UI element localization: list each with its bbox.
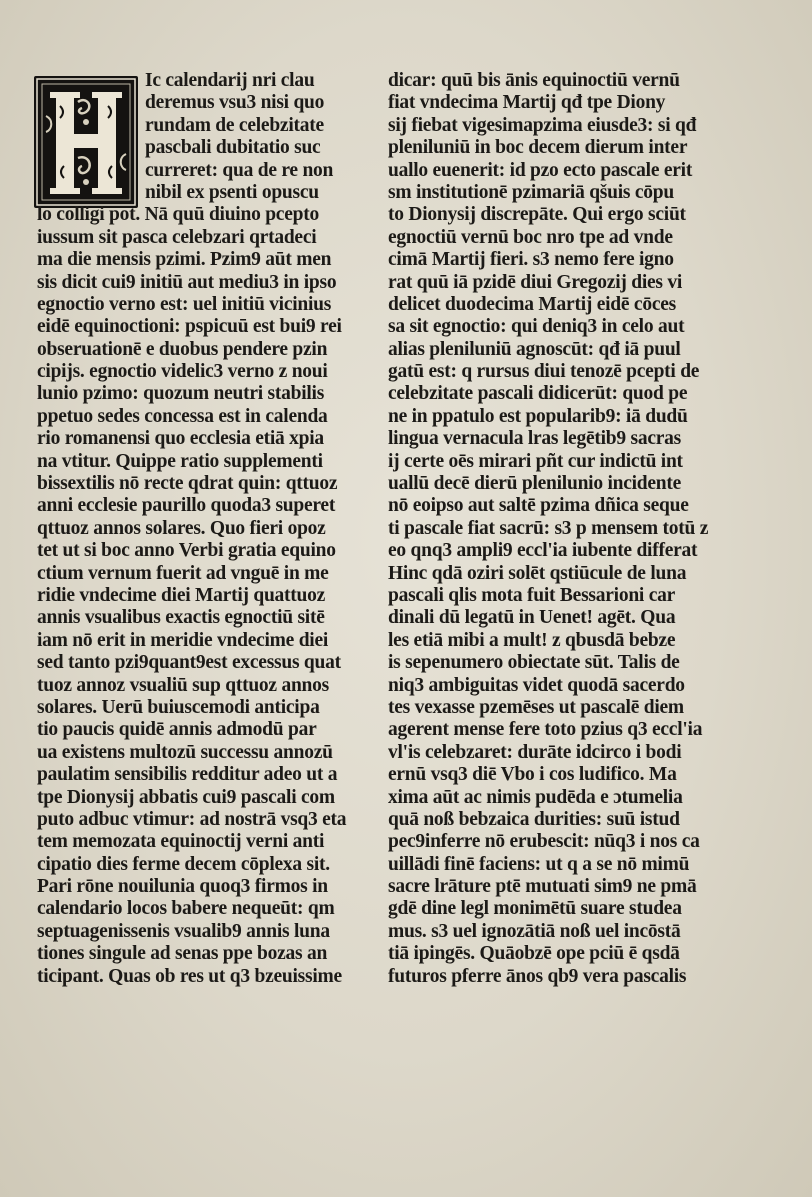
text-line: deremus vsu3 nisi quo: [145, 92, 325, 114]
text-line: pleniluniū in boc decem dierum inter: [388, 137, 688, 159]
text-line: tes vexasse pzemēses ut pascalē diem: [388, 696, 684, 718]
text-line: tiones singule ad senas ppe bozas an: [37, 943, 328, 965]
text-line: pec9inferre nō erubescit: nūq3 i nos ca: [388, 831, 700, 853]
text-line: curreret: qua de re non: [145, 159, 334, 181]
text-line: iam nō erit in meridie vndecime diei: [37, 629, 329, 651]
text-line: mus. s3 uel ignozātiā noß uel incōstā: [388, 920, 681, 942]
text-line: delicet duodecima Martij eidē cōces: [388, 293, 676, 315]
text-line: dicar: quū bis ānis equinoctiū vernū: [388, 70, 680, 91]
text-line: uillādi finē faciens: ut q a se nō mimū: [388, 853, 690, 875]
text-line: paulatim sensibilis redditur adeo ut a: [37, 764, 338, 786]
text-line: uallū decē dierū plenilunio incidente: [388, 473, 682, 495]
text-line: celebzitate pascali didicerūt: quod pe: [388, 383, 688, 405]
text-line: pascali qlis mota fuit Bessarioni car: [388, 584, 676, 606]
text-line: tuoz annoz vsualiū sup qttuoz annos: [37, 674, 329, 696]
text-line: ticipant. Quas ob res ut q3 bzeuissime: [37, 965, 342, 987]
text-line: vl'is celebzaret: durāte idcirco i bodi: [388, 741, 682, 763]
text-line: is sepenumero obiectate sūt. Talis de: [388, 652, 680, 674]
text-line: nō eoipso aut saltē pzima dñica seque: [388, 495, 689, 517]
text-line: Ic calendarij nri clau: [145, 70, 315, 91]
text-line: les etiā mibi a mult! z qbusdā bebze: [388, 629, 676, 651]
text-line: Hinc qdā oziri solēt qstiūcule de luna: [388, 562, 687, 584]
text-line: tio paucis quidē annis admodū par: [37, 719, 317, 741]
text-line: rio romanensi quo ecclesia etiā xpia: [37, 428, 324, 450]
text-line: ua existens multozū successu annozū: [37, 741, 333, 763]
left-column: [37, 70, 347, 988]
text-line: cipatio dies ferme decem cōplexa sit.: [37, 853, 330, 875]
text-line: futuros pferre ānos qb9 vera pascalis: [388, 965, 687, 987]
text-line: cipijs. egnoctio videlic3 verno z noui: [37, 361, 328, 383]
text-line: fiat vndecima Martij qđ tpe Diony: [388, 92, 666, 114]
text-line: qttuoz annos solares. Quo fieri opoz: [37, 517, 326, 539]
text-line: egnoctio verno est: uel initiū vicinius: [37, 293, 332, 315]
text-line: ij certe oēs mirari pñt cur indictū int: [388, 450, 683, 472]
text-line: egnoctiū vernū boc nro tpe ad vnde: [388, 226, 673, 248]
text-line: ridie vndecime diei Martij quattuoz: [37, 584, 326, 606]
right-column: [388, 70, 718, 988]
text-line: eidē equinoctioni: pspicuū est bui9 rei: [37, 316, 342, 338]
text-line: tem memozata equinoctij verni anti: [37, 831, 325, 853]
text-line: anni ecclesie paurillo quoda3 superet: [37, 495, 336, 517]
text-line: sm institutionē pzimariā qšuis cōpu: [388, 181, 674, 203]
text-line: gatū est: q rursus diui tenozē pcepti de: [388, 361, 700, 383]
text-line: alias pleniluniū agnoscūt: qđ iā puul: [388, 338, 681, 360]
text-line: lunio pzimo: quozum neutri stabilis: [37, 383, 325, 405]
text-line: eo qnq3 ampli9 eccl'ia iubente differat: [388, 540, 698, 562]
text-line: calendario locos babere nequeūt: qm: [37, 898, 335, 920]
text-line: ernū vsq3 diē Vbo i cos ludifico. Ma: [388, 764, 677, 786]
text-line: pascbali dubitatio suc: [145, 137, 321, 159]
text-line: xima aūt ac nimis pudēda e ɔtumelia: [388, 786, 683, 808]
text-line: tiā ipingēs. Quāobzē ope pciū ē qsdā: [388, 943, 680, 965]
text-line: ti pascale fiat sacrū: s3 p mensem totū z: [388, 517, 709, 539]
text-line: sis dicit cui9 initiū aut mediu3 in ipso: [37, 271, 337, 293]
text-line: puto adbuc vtimur: ad nostrā vsq3 eta: [37, 808, 347, 830]
text-line: solares. Uerū buiuscemodi anticipa: [37, 696, 320, 718]
text-line: tet ut si boc anno Verbi gratia equino: [37, 540, 336, 562]
text-line: tpe Dionysij abbatis cui9 pascali com: [37, 786, 335, 808]
text-line: na vtitur. Quippe ratio supplementi: [37, 450, 323, 472]
text-line: quā noß bebzaica durities: suū istud: [388, 808, 680, 830]
text-line: agerent mense fere toto pzius q3 eccl'ia: [388, 719, 703, 741]
text-line: niq3 ambiguitas videt quodā sacerdo: [388, 674, 685, 696]
text-line: nibil ex psenti opuscu: [145, 181, 319, 203]
text-line: uallo euenerit: id pzo ecto pascale erit: [388, 159, 693, 181]
text-line: ppetuo sedes concessa est in calenda: [37, 405, 328, 427]
text-line: ctium vernum fuerit ad vnguē in me: [37, 562, 329, 584]
text-line: sij fiebat vigesimapzima eiusde3: si qđ: [388, 114, 697, 136]
text-line: rat quū iā pzidē diui Gregozij dies vi: [388, 271, 683, 293]
text-line: lo colligi pot. Nā quū diuino pcepto: [37, 204, 319, 226]
text-line: sacre lrāture ptē mutuati sim9 ne pmā: [388, 876, 697, 898]
text-line: lingua vernacula lras legētib9 sacras: [388, 428, 681, 450]
text-line: obseruationē e duobus pendere pzin: [37, 338, 328, 360]
text-line: ne in ppatulo est popularib9: iā dudū: [388, 405, 688, 427]
text-line: gdē dine legl monimētū suare studea: [388, 898, 682, 920]
text-line: Pari rōne nouilunia quoq3 firmos in: [37, 876, 328, 898]
text-line: ma die mensis pzimi. Pzim9 aūt men: [37, 249, 332, 271]
text-line: to Dionysij discrepāte. Qui ergo sciūt: [388, 204, 686, 226]
text-line: rundam de celebzitate: [145, 114, 324, 136]
text-line: cimā Martij fieri. s3 nemo fere igno: [388, 249, 674, 271]
text-line: bissextilis nō recte qdrat quin: qttuoz: [37, 473, 338, 495]
text-line: sa sit egnoctio: qui deniq3 in celo aut: [388, 316, 685, 338]
text-line: septuagenissenis vsualib9 annis luna: [37, 920, 330, 942]
text-line: annis vsualibus exactis egnoctiū sitē: [37, 607, 325, 629]
text-line: sed tanto pzi9quant9est excessus quat: [37, 652, 341, 674]
text-line: dinali dū legatū in Uenet! agēt. Qua: [388, 607, 676, 629]
text-line: iussum sit pasca celebzari qrtadeci: [37, 226, 317, 248]
